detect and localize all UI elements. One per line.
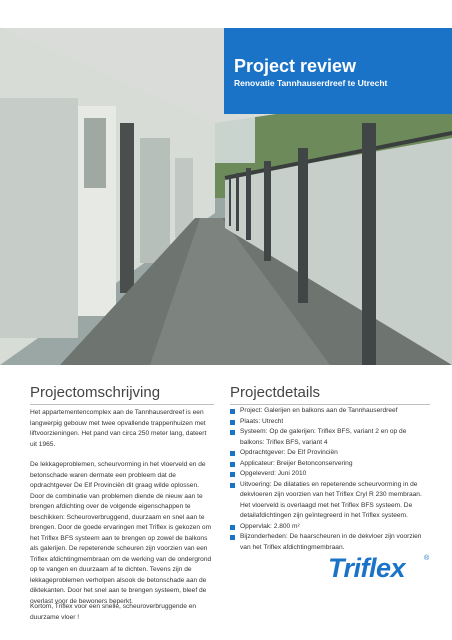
list-item-text: Project: Galerijen en balkons aan de Tannhauserdreef xyxy=(240,407,398,414)
closing-statement: Kortom, Triflex voor een snelle, scheuroverbruggende en duurzame vloer ! xyxy=(30,603,197,621)
list-item-text: Opgeleverd: Juni 2010 xyxy=(240,470,307,477)
list-item xyxy=(230,469,430,480)
divider xyxy=(230,404,430,405)
list-item-text: Bijzonderheden: De haarscheuren in de dekvloer zijn voorzien van het Triflex afdichtingmembraan. xyxy=(240,533,422,551)
list-item xyxy=(230,427,430,448)
square-bullet-icon xyxy=(230,430,235,435)
page-subtitle: Renovatie Tannhauserdreef te Utrecht xyxy=(234,78,388,88)
project-description-body xyxy=(30,408,214,617)
list-item xyxy=(230,406,430,417)
page-title: Project review xyxy=(234,56,357,76)
square-bullet-icon xyxy=(230,483,235,488)
list-item xyxy=(230,459,430,470)
square-bullet-icon xyxy=(230,420,235,425)
list-item xyxy=(230,532,430,553)
description-paragraph: De lekkageproblemen, scheurvorming in het vloerveld en de betonschade waren dermate een probleem dat de opdrachtgever De Elf Provinciën dit graag wilde oplossen. Door de combinatie van problemen diende de nieuw aan te brengen afdichting over de volgende eigenschappen te beschikken: Scheuroverbruggend, duurzaam en snel aan te brengen. Door de goede ervaringen met Triflex is gekozen om het Triflex BFS systeem aan te brengen op zowel de balkons als galerijen. De repeterende scheuren zijn voorzien van een Triflex afdichtingmembraan om de werking van de ondergrond op te vangen en duurzaam af te dichten. Tevens zijn de lekkageproblemen verholpen alsook de betonschade aan de diktekanten. Door het snel aan te brengen systeem, bleef de overlast voor de bewoners beperkt. xyxy=(30,461,212,605)
list-item xyxy=(230,480,430,522)
list-item-text: Uitvoering: De dilataties en repeterende scheurvorming in de dekvloeren zijn voorzien van het Triflex Cryl R 230 membraan. Het vloerveld is overlaagd met het Triflex BFS systeem. De detailafdichtingen zijn geïntegreerd in het Triflex systeem. xyxy=(240,480,422,519)
square-bullet-icon xyxy=(230,462,235,467)
list-item-text: Plaats: Utrecht xyxy=(240,417,284,425)
divider xyxy=(30,404,214,405)
project-description-heading: Projectomschrijving xyxy=(30,384,161,401)
list-item-text: Applicateur: Breijer Betonconservering xyxy=(240,459,353,467)
square-bullet-icon xyxy=(230,451,235,456)
logo-wordmark: Triflex xyxy=(328,553,406,583)
square-bullet-icon xyxy=(230,525,235,530)
list-item-text: Systeem: Op de galerijen: Triflex BFS, variant 2 en op de balkons: Triflex BFS, variant 4 xyxy=(240,428,407,446)
triflex-logo xyxy=(328,553,438,593)
project-details-list xyxy=(230,406,430,553)
list-item xyxy=(230,522,430,533)
square-bullet-icon xyxy=(230,472,235,477)
list-item-text: Opdrachtgever: De Elf Provinciën xyxy=(240,449,338,456)
header-box xyxy=(224,28,452,114)
registered-mark: ® xyxy=(424,555,430,562)
description-paragraph: Het appartementencomplex aan de Tannhauserdreef is een langwerpig gebouw met twee opvallende trappenhuizen met liftvoorzieningen. Het pand van circa 250 meter lang, dateert uit 1965. xyxy=(30,409,207,448)
square-bullet-icon xyxy=(230,409,235,414)
project-details-heading: Projectdetails xyxy=(230,384,321,401)
square-bullet-icon xyxy=(230,535,235,540)
top-band xyxy=(0,0,452,28)
list-item xyxy=(230,417,430,428)
list-item xyxy=(230,448,430,459)
list-item-text: Oppervlak: 2.800 m² xyxy=(240,522,300,530)
